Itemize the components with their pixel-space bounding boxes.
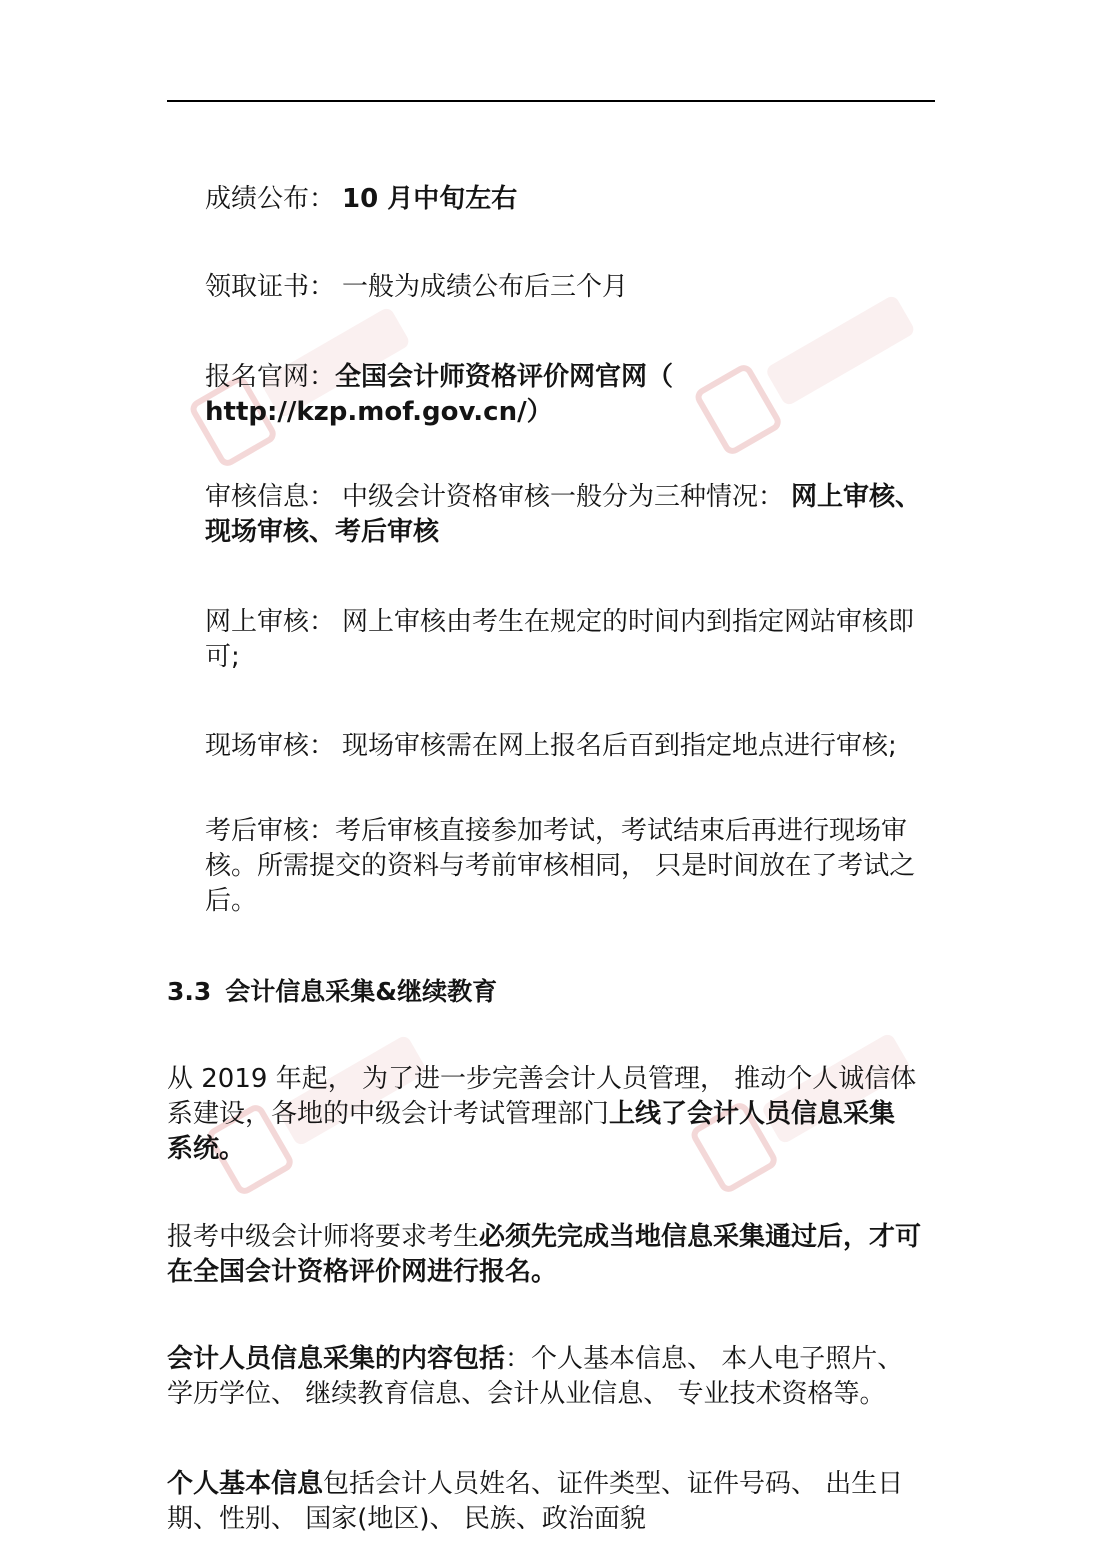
paragraph-term: 会计人员信息采集的内容包括 (167, 1344, 506, 1374)
text-line (167, 1467, 903, 1502)
info-collection-launch-paragraph (167, 1062, 916, 1167)
post-exam-review (205, 814, 915, 919)
section-title: 会计信息采集&继续教育 (225, 977, 498, 1006)
text-line (205, 605, 914, 640)
paragraph-text: 报考中级会计师将要求考生 (167, 1222, 480, 1252)
results-value: 10 月中旬左右 (342, 184, 518, 214)
text-line (205, 480, 921, 515)
review-types: 现场审核、考后审核 (205, 517, 440, 547)
text-line (205, 515, 921, 550)
paragraph-text: 包括会计人员姓名、证件类型、证件号码、 出生日 (323, 1469, 904, 1499)
paragraph-highlight: 系统。 (167, 1134, 246, 1164)
watermark-band (764, 294, 916, 407)
header-rule (167, 100, 935, 102)
registration-requirement-paragraph (167, 1220, 921, 1290)
text-line (205, 182, 517, 217)
paragraph-text: 从 2019 年起， 为了进一步完善会计人员管理， 推动个人诚信体 (167, 1064, 917, 1094)
text-line (167, 1220, 921, 1255)
text-line (205, 729, 897, 764)
text-line (167, 1377, 903, 1412)
results-announcement (205, 182, 517, 217)
text-line (205, 814, 915, 849)
section-heading (167, 974, 497, 1010)
online-review-text: 网上审核由考生在规定的时间内到指定网站审核即 (342, 607, 915, 637)
paragraph-term: 个人基本信息 (167, 1469, 324, 1499)
text-line (167, 1097, 916, 1132)
collection-contents-paragraph (167, 1342, 903, 1412)
paragraph-text: 系建设，各地的中级会计考试管理部门 (167, 1099, 610, 1129)
text-line (205, 884, 915, 919)
text-line (205, 360, 673, 395)
online-review (205, 605, 914, 675)
watermark (696, 284, 922, 454)
text-line (167, 1502, 903, 1537)
paragraph-text: ：个人基本信息、 本人电子照片、 (505, 1344, 904, 1374)
review-info-label: 审核信息： (205, 482, 336, 512)
onsite-review-text: 现场审核需在网上报名后百到指定地点进行审核; (342, 731, 897, 761)
text-line (205, 640, 914, 675)
post-exam-review-text: 核。所需提交的资料与考前审核相同， 只是时间放在了考试之 (205, 851, 916, 881)
watermark-seal (696, 366, 780, 454)
paragraph-text: 期、性别、 国家(地区)、 民族、政治面貌 (167, 1504, 646, 1534)
text-line (167, 1255, 921, 1290)
basic-info-paragraph (167, 1467, 903, 1537)
official-site-label: 报名官网： (205, 362, 336, 392)
text-line (167, 1132, 916, 1167)
review-info-intro: 中级会计资格审核一般分为三种情况： (342, 482, 785, 512)
review-types: 网上审核、 (791, 482, 922, 512)
paragraph-highlight: 在全国会计资格评价网进行报名。 (167, 1257, 558, 1287)
paragraph-text: 学历学位、 继续教育信息、会计从业信息、 专业技术资格等。 (167, 1379, 886, 1409)
onsite-review (205, 729, 897, 764)
online-review-label: 网上审核： (205, 607, 336, 637)
post-exam-review-text: 后。 (205, 886, 258, 916)
paragraph-highlight: 上线了会计人员信息采集 (609, 1099, 896, 1129)
review-info (205, 480, 921, 550)
online-review-text: 可; (205, 642, 240, 672)
results-label: 成绩公布： (205, 184, 336, 214)
certificate-value: 一般为成绩公布后三个月 (342, 272, 629, 302)
onsite-review-label: 现场审核： (205, 731, 336, 761)
official-site (205, 360, 673, 430)
official-site-name: 全国会计师资格评价网官网（ (335, 362, 674, 392)
text-line (167, 1062, 916, 1097)
certificate-label: 领取证书： (205, 272, 336, 302)
text-line (205, 849, 915, 884)
section-number: 3.3 (167, 977, 212, 1006)
text-line (205, 395, 673, 430)
paragraph-highlight: 必须先完成当地信息采集通过后，才可 (479, 1222, 922, 1252)
text-line (205, 270, 628, 305)
post-exam-review-text: 考后审核直接参加考试，考试结束后再进行现场审 (335, 816, 908, 846)
text-line (167, 1342, 903, 1377)
certificate-collection (205, 270, 628, 305)
official-site-url: http://kzp.mof.gov.cn/） (205, 397, 553, 427)
post-exam-review-label: 考后审核： (205, 816, 336, 846)
